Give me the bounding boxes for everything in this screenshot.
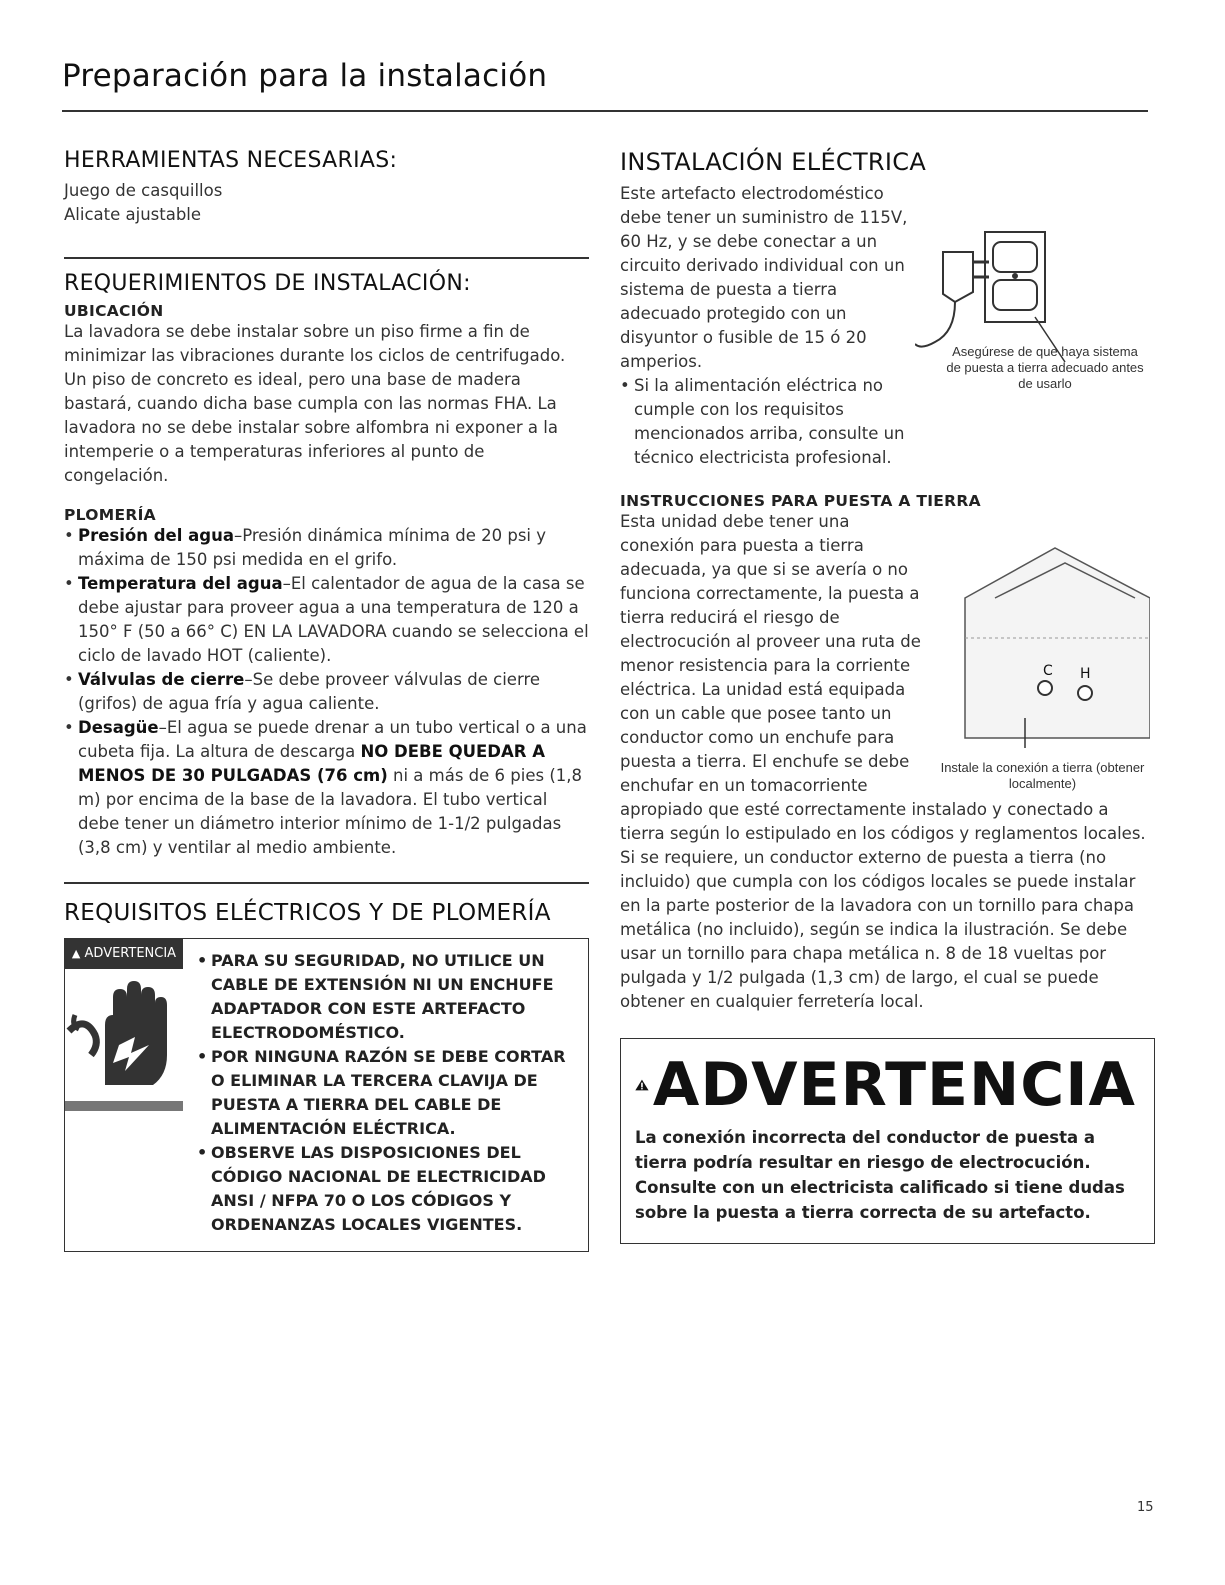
electric-shock-hand-icon [65, 975, 183, 1101]
tool-item: Juego de casquillos [64, 181, 223, 200]
advertencia-title: ADVERTENCIA [635, 1049, 1136, 1121]
warning-bar [65, 1101, 183, 1111]
electrical-bullet: • Si la alimentación eléctrica no cumple con los requisitos mencionados arriba, consulte un técnico electricista profesional. [620, 374, 940, 470]
section-divider [64, 882, 589, 884]
plumbing-heading: PLOMERÍA [64, 506, 156, 524]
electrical-bullets [620, 374, 940, 470]
plumbing-list [64, 524, 589, 860]
section-divider [64, 257, 589, 259]
ground-caption: Instale la conexión a tierra (obtener localmente) [940, 760, 1145, 791]
plumbing-item: • Presión del agua–Presión dinámica mínima de 20 psi y máxima de 150 psi medida en el grifo. [64, 524, 589, 572]
warning-list [197, 949, 582, 1237]
outlet-caption: Asegúrese de que haya sistema de puesta a tierra adecuado antes de usarlo [946, 344, 1144, 391]
grounding-heading: INSTRUCCIONES PARA PUESTA A TIERRA [620, 492, 981, 510]
electrical-plumbing-heading: REQUISITOS ELÉCTRICOS Y DE PLOMERÍA [64, 900, 551, 926]
tools-heading: HERRAMIENTAS NECESARIAS: [64, 148, 398, 173]
plumbing-item: • Desagüe–El agua se puede drenar a un tubo vertical o a una cubeta fija. La altura de descarga NO DEBE QUEDAR A MENOS DE 30 PULGADAS (76 cm) ni a más de 6 pies (1,8 m) por encima de la base de la lavadora. El tubo vertical debe tener un diámetro interior mínimo de 1-1/2 pulgadas (3,8 cm) y ventilar al medio ambiente. [64, 716, 589, 860]
electrical-heading: INSTALACIÓN ELÉCTRICA [620, 148, 927, 176]
outlet-figure [915, 222, 1155, 392]
warning-item: • OBSERVE LAS DISPOSICIONES DEL CÓDIGO NACIONAL DE ELECTRICIDAD ANSI / NFPA 70 O LOS CÓDIGOS Y ORDENANZAS LOCALES VIGENTES. [197, 1141, 582, 1237]
warning-triangle-icon [635, 1050, 649, 1120]
page-title: Preparación para la instalación [62, 58, 548, 94]
advertencia-box [620, 1038, 1155, 1244]
location-text: La lavadora se debe instalar sobre un piso firme a fin de minimizar las vibraciones durante los ciclos de centrifugado. Un piso de concreto es ideal, pero una base de madera bastará, cuando dicha base cumpla con las normas FHA. La lavadora no se debe instalar sobre alfombra ni exponer a la intemperie o a temperaturas inferiores al punto de congelación. [64, 322, 566, 485]
tools-list [64, 179, 589, 227]
shock-warning-box [64, 938, 589, 1252]
tool-item: Alicate ajustable [64, 205, 202, 224]
warning-item: • PARA SU SEGURIDAD, NO UTILICE UN CABLE DE EXTENSIÓN NI UN ENCHUFE ADAPTADOR CON ESTE ARTEFACTO ELECTRODOMÉSTICO. [197, 949, 582, 1045]
ground-figure [935, 538, 1150, 791]
left-column [64, 148, 589, 1252]
advertencia-text: La conexión incorrecta del conductor de puesta a tierra podría resultar en riesgo de electrocución. Consulte con un electricista calificado si tiene dudas sobre la puesta a tierra correcta de su artefacto. [635, 1128, 1125, 1222]
plumbing-item: • Temperatura del agua–El calentador de agua de la casa se debe ajustar para proveer agua a una temperatura de 120 a 150° F (50 a 66° C) EN LA LAVADORA cuando se selecciona el ciclo de lavado HOT (caliente). [64, 572, 589, 668]
warning-item: • POR NINGUNA RAZÓN SE DEBE CORTAR O ELIMINAR LA TERCERA CLAVIJA DE PUESTA A TIERRA DEL CABLE DE ALIMENTACIÓN ELÉCTRICA. [197, 1045, 582, 1141]
warning-badge: ▲ ADVERTENCIA [65, 939, 183, 969]
washer-back-grounding-icon [935, 538, 1150, 758]
plumbing-item: • Válvulas de cierre–Se debe proveer válvulas de cierre (grifos) de agua fría y agua caliente. [64, 668, 589, 716]
right-column [620, 148, 1155, 1244]
requirements-heading: REQUERIMIENTOS DE INSTALACIÓN: [64, 271, 471, 296]
c-label: C [1043, 663, 1053, 679]
h-label: H [1080, 666, 1091, 682]
location-heading: UBICACIÓN [64, 302, 164, 320]
page-number: 15 [1137, 1500, 1154, 1515]
grounding-text: C H Instale la conexión a tierra (obtener localmente) Esta unidad debe tener una conexión para puesta a tierra adecuada, ya que si se avería o no funciona correctamente, la puesta a tierra reducirá el riesgo de electrocución al proveer una ruta de menor resistencia para la corriente eléctrica. La unidad está equipada con un cable que posee tanto un conductor como un enchufe para puesta a tierra. El enchufe se debe enchufar en un tomacorriente apropiado que esté correctamente instalado y conectado a tierra según lo estipulado en los códigos y reglamentos locales. Si se requiere, un conductor externo de puesta a tierra (no incluido) que cumpla con los códigos locales se puede instalar en la parte posterior de la lavadora con un tornillo para chapa metálica (no incluido), según se indica la ilustración. Se debe usar un tornillo para chapa metálica n. 8 de 18 vueltas por pulgada y 1/2 pulgada (1,3 cm) de largo, el cual se puede obtener en cualquier ferretería local. [620, 510, 1150, 1014]
title-divider [62, 110, 1148, 112]
warning-triangle-icon: ▲ [71, 947, 81, 960]
electrical-text: Este artefacto electrodoméstico debe tener un suministro de 115V, 60 Hz, y se debe conectar a un circuito derivado individual con un sistema de puesta a tierra adecuado protegido con un disyuntor o fusible de 15 ó 20 amperios. [620, 184, 908, 371]
